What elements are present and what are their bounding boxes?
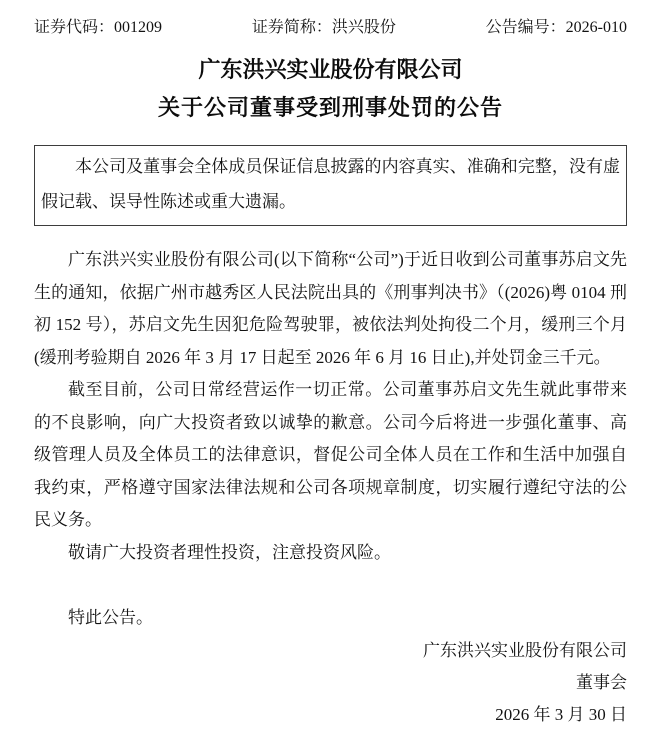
announcement-number: 公告编号：2026-010	[485, 19, 627, 36]
signature-board: 董事会	[576, 672, 627, 692]
announcement-body	[34, 244, 627, 635]
announcement-title: 关于公司董事受到刑事处罚的公告	[157, 95, 503, 120]
document-header	[34, 17, 627, 39]
stock-name: 证券简称：洪兴股份	[251, 19, 396, 36]
body-paragraph-closing: 特此公告。	[68, 608, 153, 627]
disclaimer-text: 本公司及董事会全体成员保证信息披露的内容真实、准确和完整，没有虚假记载、误导性陈述或重大遗漏。	[41, 157, 620, 211]
company-title: 广东洪兴实业股份有限公司	[198, 57, 463, 82]
body-paragraph-apology: 截至目前，公司日常经营运作一切正常。公司董事苏启文先生就此事带来的不良影响，向广大投资者致以诚挚的歉意。公司今后将进一步强化董事、高级管理人员及全体员工的法律意识，督促公司全体人员在工作和生活中加强自我约束，严格遵守国家法律法规和公司各项规章制度，切实履行遵纪守法的公民义务。	[34, 380, 627, 529]
disclaimer-box	[34, 145, 627, 226]
signature-block	[34, 635, 627, 731]
stock-code: 证券代码：001209	[34, 19, 163, 36]
body-paragraph-judgment: 广东洪兴实业股份有限公司(以下简称“公司”)于近日收到公司董事苏启文先生的通知，依据广州市越秀区人民法院出具的《刑事判决书》（(2026)粤 0104 刑初 152 号），苏启文先生因犯危险驾驶罪，被依法判处拘役二个月，缓刑三个月(缓刑考验期自 2026 年 3 月 17 日起至 2026 年 6 月 16 日止),并处罚金三千元。	[34, 250, 627, 367]
body-paragraph-investor-note: 敬请广大投资者理性投资，注意投资风险。	[68, 542, 391, 562]
signature-date: 2026 年 3 月 30 日	[495, 704, 627, 724]
signature-company: 广东洪兴实业股份有限公司	[423, 640, 627, 660]
